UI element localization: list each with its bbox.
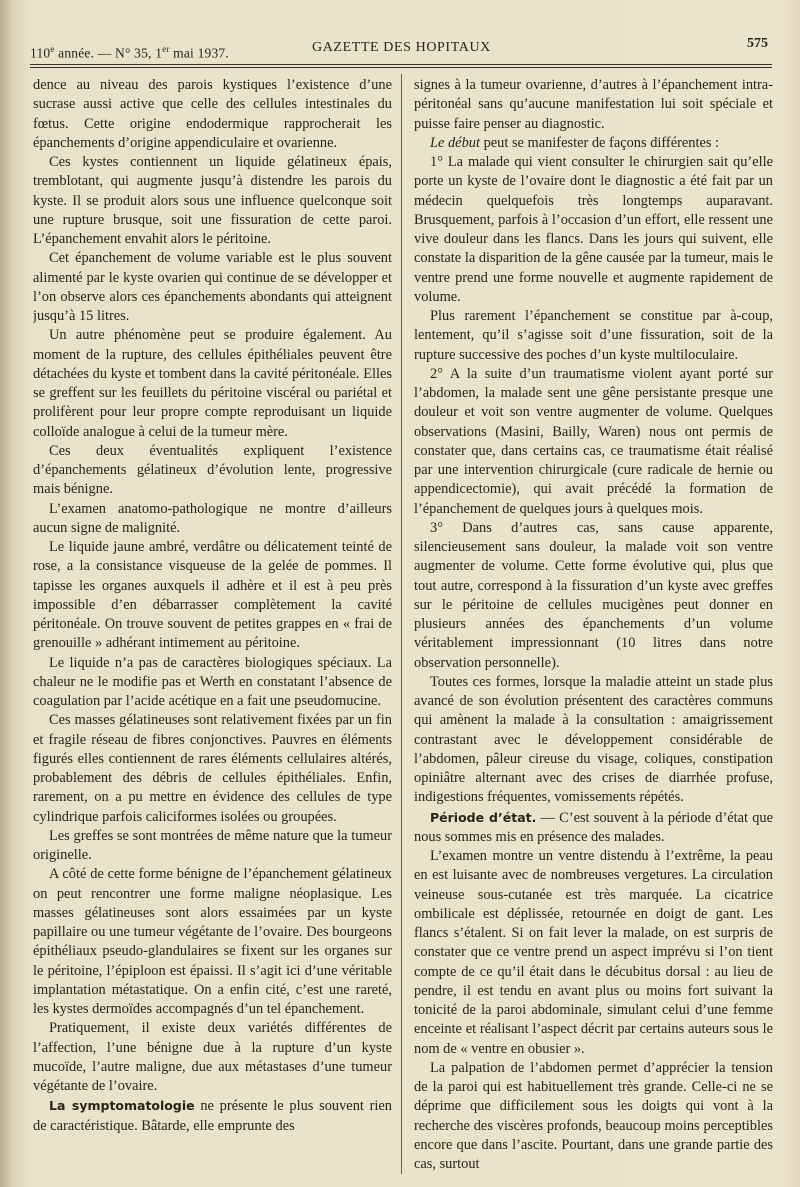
paragraph-text: — C’est souvent à la période d’état que nous sommes mis en présence des malades. bbox=[414, 809, 773, 845]
section-heading: Période d’état. bbox=[430, 809, 537, 825]
issue-day-suffix: er bbox=[162, 44, 170, 54]
paragraph bbox=[414, 365, 773, 519]
issue-info bbox=[30, 44, 229, 62]
paragraph bbox=[414, 847, 773, 1059]
issue-number: année. — N° 35, 1 bbox=[54, 45, 163, 61]
paragraph-text: Le liquide jaune ambré, verdâtre ou délicatement teinté de rose, a la consistance visqueuse de la gelée de pommes. Il tapisse les organes auxquels il adhère et il est à peu près impossible d’en débarrasser complètement la cavité péritonéale. On trouve souvent de petites grappes en « frai de grenouille » adhérant intimement au péritoine. bbox=[33, 539, 392, 652]
paragraph bbox=[33, 153, 392, 249]
paragraph-text: ne présente le plus souvent rien de caractéristique. Bâtarde, elle emprunte des bbox=[33, 1098, 392, 1134]
paragraph bbox=[33, 827, 392, 866]
emphasis-text: Le début bbox=[430, 134, 480, 151]
paragraph bbox=[414, 808, 773, 848]
header-rule-top bbox=[30, 64, 772, 65]
paragraph-text: Ces masses gélatineuses sont relativement fixées par un fin et fragile réseau de fibres conjonctives. Pauvres en éléments figurés elles contiennent de rares éléments cellulaires altérés, probablement des débris de cellules épithéliales. Enfin, rarement, on a pu mettre en évidence des cellules de type cylindrique parfois caliciformes isolées ou groupées. bbox=[33, 712, 392, 825]
paragraph bbox=[33, 1019, 392, 1096]
paragraph bbox=[414, 307, 773, 365]
paragraph-text: Un autre phénomène peut se produire également. Au moment de la rupture, des cellules épithéliales peuvent être détachées du kyste et tombent dans la cavité péritonéale. Elles se greffent sur les feuillets du péritoine viscéral ou pariétal et prolifèrent pour leur propre compte reproduisant un liquide colloïde analogue à celui de la tumeur mère. bbox=[33, 327, 392, 440]
paragraph-text: signes à la tumeur ovarienne, d’autres à l’épanchement intra-péritonéal sans qu’aucune manifestation lui soit spéciale et puisse faire penser au diagnostic. bbox=[414, 77, 773, 132]
paragraph bbox=[414, 134, 773, 153]
paragraph-text: dence au niveau des parois kystiques l’existence d’une sucrase aussi active que celle des cellules intestinales du fœtus. Cette origine endodermique rapprocherait les épanchements d’origine appendiculaire et ovarienne. bbox=[33, 77, 392, 151]
paragraph bbox=[33, 1096, 392, 1136]
paragraph bbox=[33, 249, 392, 326]
paragraph-text: peut se manifester de façons différentes : bbox=[479, 134, 720, 151]
paragraph bbox=[414, 76, 773, 134]
issue-year-suffix: e bbox=[50, 44, 55, 54]
paragraph bbox=[33, 500, 392, 539]
running-header bbox=[30, 36, 772, 62]
paragraph-text: Plus rarement l’épanchement se constitue par à-coup, lentement, qu’il s’agisse soit d’une fissuration, soit de la rupture successive des poches d’un kyste multiloculaire. bbox=[414, 308, 773, 363]
paragraph bbox=[414, 1059, 773, 1175]
paragraph bbox=[414, 153, 773, 307]
paragraph bbox=[33, 865, 392, 1019]
right-column bbox=[414, 76, 773, 1176]
journal-title: GAZETTE DES HOPITAUX bbox=[312, 40, 491, 55]
paragraph bbox=[33, 442, 392, 500]
issue-date: mai 1937. bbox=[169, 45, 229, 61]
paragraph-text: L’examen montre un ventre distendu à l’extrême, la peau en est luisante avec de nombreuses vergetures. La circulation veineuse sous-cutanée est très marquée. La cicatrice ombilicale est déplissée, retournée en doigt de gant. Les flancs s’étalent. Si on fait lever la malade, on est surpris de constater que ce ventre prend un aspect imprévu si l’on tient compte de ce qu’il était dans le décubitus dorsal : au lieu de pendre, il est tendu en avant plus ou moins fort suivant la tonicité de la paroi abdominale, simulant celui d’une femme enceinte et réalisant l’aspect décrit par certains auteurs sous le nom de « ventre en obusier ». bbox=[414, 848, 773, 1057]
paragraph bbox=[414, 673, 773, 808]
paragraph-text: 3° Dans d’autres cas, sans cause apparente, silencieusement sans douleur, la malade voit son ventre augmenter de volume. Cette forme évolutive qui, plus que tout autre, correspond à la fissuration d’un kyste avec greffes sur le péritoine de cellules mucigènes peut donner en plusieurs années des épanchements d’un volume véritablement impressionnant (10 litres dans notre observation personnelle). bbox=[414, 519, 773, 671]
paragraph bbox=[33, 538, 392, 654]
paragraph-text: Le liquide n’a pas de caractères biologiques spéciaux. La chaleur ne le modifie pas et Werth en constatant l’absence de coagulation par l’acide acétique en a fait une pseudomucine. bbox=[33, 654, 392, 709]
paragraph bbox=[33, 711, 392, 827]
left-column bbox=[33, 76, 392, 1176]
page-number: 575 bbox=[747, 36, 768, 51]
paragraph-text: La palpation de l’abdomen permet d’apprécier la tension de la paroi qui est habituellement très grande. Celle-ci ne se déprime que difficilement sous les doigts qui vont à la recherche des viscères profonds, beaucoup moins perceptibles encore que dans l’ascite. Pourtant, dans une grande partie des cas, surtout bbox=[414, 1059, 773, 1172]
paragraph-text: 1° La malade qui vient consulter le chirurgien sait qu’elle porte un kyste de l’ovaire dont le diagnostic a été fait par un médecin quelquefois très longtemps auparavant. Brusquement, parfois à l’occasion d’un effort, elle ressent une vive douleur dans les flancs. Dans les jours qui suivent, elle constate la disparition de la gêne causée par la tumeur, mais le ventre prend une forme nouvelle et augmente rapidement de volume. bbox=[414, 154, 773, 305]
paragraph-text: A côté de cette forme bénigne de l’épanchement gélatineux on peut rencontrer une forme maligne néoplasique. Les masses gélatineuses sont alors essaimées par un kyste papillaire ou une tumeur végétante de l’ovaire. Des bourgeons épithéliaux pseudo-glandulaires se fixent sur les organes sur le péritoine, l’épiploon est épaissi. Il s’agit ici d’une véritable implantation métastatique. On a enfin cité, c’est une rareté, les kystes dermoïdes accompagnés d’un tel épanchement. bbox=[33, 866, 392, 1017]
paragraph-text: Pratiquement, il existe deux variétés différentes de l’affection, l’une bénigne due à la rupture d’un kyste mucoïde, l’autre maligne, due aux métastases d’une tumeur végétante de l’ovaire. bbox=[33, 1020, 392, 1094]
issue-year: 110 bbox=[30, 45, 51, 61]
paragraph bbox=[414, 519, 773, 673]
section-heading: La symptomatologie bbox=[49, 1098, 195, 1114]
paragraph bbox=[33, 76, 392, 153]
paragraph-text: Les greffes se sont montrées de même nature que la tumeur originelle. bbox=[33, 827, 392, 863]
paragraph-text: 2° A la suite d’un traumatisme violent ayant porté sur l’abdomen, la malade sent une gêne persistante presque une douleur et voit son ventre augmenter de volume. Quelques observations (Masini, Bailly, Waren) nous ont permis de constater que, dans certains cas, ce traumatisme était réalisé par une intervention chirurgicale (cure radicale de hernie ou appendicectomie), qui avait précédé la formation de l’épanchement de quelques jours à quelques mois. bbox=[414, 365, 773, 517]
column-divider bbox=[401, 74, 402, 1174]
paragraph-text: Cet épanchement de volume variable est le plus souvent alimenté par le kyste ovarien qui continue de se développer et l’on observe alors ces épanchements abondants qui atteignent jusqu’à 15 litres. bbox=[33, 250, 392, 324]
header-rule-bottom bbox=[30, 67, 772, 68]
paragraph bbox=[33, 654, 392, 712]
paragraph-text: L’examen anatomo-pathologique ne montre d’ailleurs aucun signe de malignité. bbox=[33, 500, 392, 536]
paragraph-text: Ces deux éventualités expliquent l’existence d’épanchements gélatineux d’évolution lente, progressive mais bénigne. bbox=[33, 442, 392, 498]
paragraph bbox=[33, 326, 392, 442]
paragraph-text: Ces kystes contiennent un liquide gélatineux épais, tremblotant, qui augmente jusqu’à distendre les parois du kyste. Il se produit alors sous une influence quelconque soit une rupture brusque, soit une fissuration de cette paroi. L’épanchement envahit alors le péritoine. bbox=[33, 154, 392, 247]
paragraph-text: Toutes ces formes, lorsque la maladie atteint un stade plus avancé de son évolution présentent des caractères communs qui amènent la malade à la consultation : amaigrissement contrastant avec le développement considérable de l’abdomen, pâleur cireuse du visage, coliques, constipation opiniâtre alternant avec des crises de diarrhée profuse, indigestions fréquentes, vomissements répétés. bbox=[414, 673, 773, 806]
